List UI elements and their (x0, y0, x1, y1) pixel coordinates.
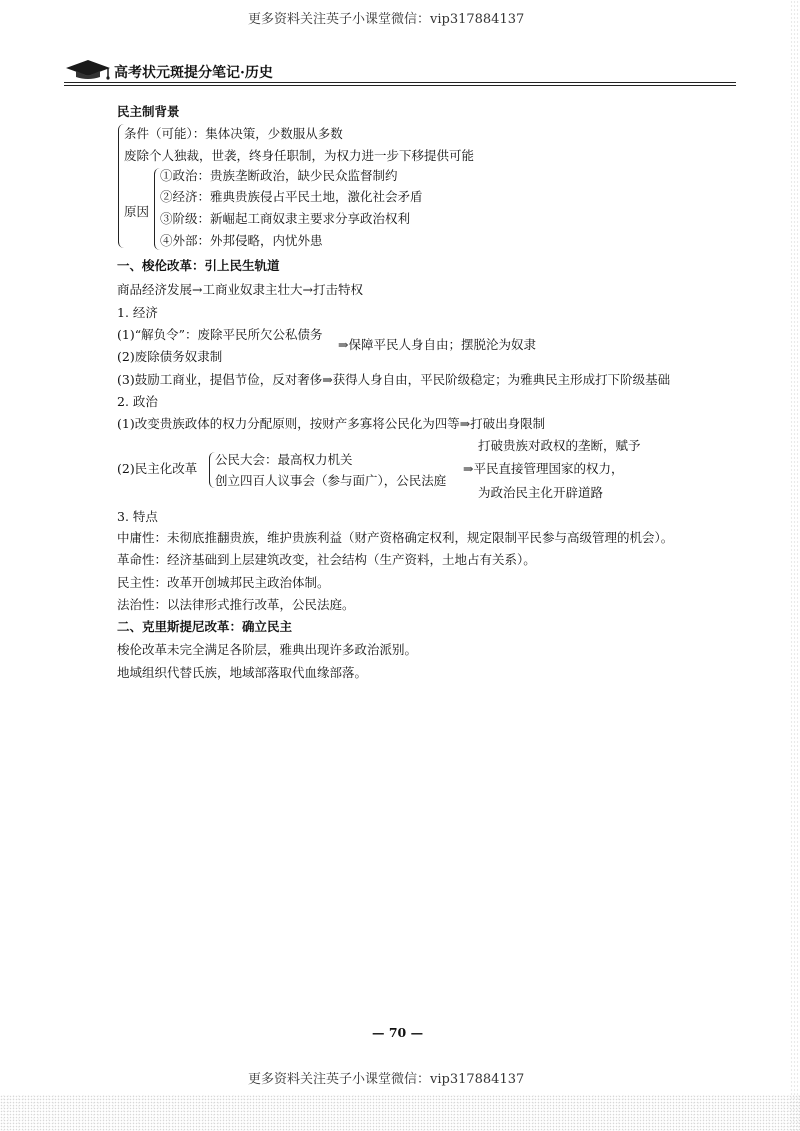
cause-item: ③阶级：新崛起工商奴隶主要求分享政治权利 (160, 211, 411, 226)
cleis-line: 梭伦改革未完全满足各阶层，雅典出现许多政治派别。 (117, 642, 418, 657)
cleis-line: 地域组织代替氏族，地域部落取代血缘部落。 (117, 665, 368, 680)
feat-item: 民主性：改革开创城邦民主政治体制。 (117, 575, 330, 590)
bg-title: 民主制背景 (117, 104, 180, 119)
section-heading-solon: 一、梭伦改革：引上民生轨道 (117, 258, 280, 273)
pol-item-1: (1)改变贵族政体的权力分配原则，按财产多寡将公民化为四等⇒打破出身限制 (117, 416, 546, 431)
header-rule-2 (64, 85, 736, 86)
econ-item-3: (3)鼓励工商业，提倡节俭，反对奢侈⇒获得人身自由，平民阶级稳定；为雅典民主形成打下阶级基础 (117, 372, 671, 387)
pol-result-line: 打破贵族对政权的垄断，赋予 (478, 438, 641, 453)
page-number: — 70 — (372, 1025, 424, 1040)
bg-brace (118, 124, 124, 248)
econ-item-1: (1)“解负令”：废除平民所欠公私债务 (117, 327, 323, 342)
econ-title: 1. 经济 (117, 305, 158, 320)
solon-flow: 商品经济发展→工商业奴隶主壮大→打击特权 (117, 282, 363, 297)
feat-item: 中庸性：未彻底推翻贵族，维护贵族利益（财产资格确定权利，规定限制平民参与高级管理的机会）。 (117, 530, 674, 545)
feat-title: 3. 特点 (117, 509, 158, 524)
bottom-watermark: 更多资料关注英子小课堂微信：vip317884137 (248, 1072, 525, 1087)
pol-item-2-sub: 公民大会：最高权力机关 (215, 452, 353, 467)
pol-title: 2. 政治 (117, 394, 158, 409)
graduation-cap-icon (64, 58, 114, 80)
econ-item-2: (2)废除债务奴隶制 (117, 349, 223, 364)
scan-noise (0, 1095, 800, 1131)
header-rule (64, 82, 736, 83)
bg-cause-label: 原因 (124, 204, 150, 219)
section-heading-cleisthenes: 二、克里斯提尼改革：确立民主 (117, 619, 293, 634)
cause-item: ②经济：雅典贵族侵占平民土地，激化社会矛盾 (160, 189, 423, 204)
scan-edge-noise (790, 0, 800, 1131)
cause-item: ①政治：贵族垄断政治，缺少民众监督制约 (160, 168, 398, 183)
feat-item: 法治性：以法律形式推行改革，公民法庭。 (117, 597, 355, 612)
feat-item: 革命性：经济基础到上层建筑改变，社会结构（生产资料，土地占有关系）。 (117, 552, 536, 567)
cause-item: ④外部：外邦侵略，内忧外患 (160, 233, 323, 248)
header-title: 高考状元斑提分笔记·历史 (114, 65, 273, 81)
bg-abolish: 废除个人独裁，世袭，终身任职制，为权力进一步下移提供可能 (124, 148, 475, 163)
econ-result: ⇒保障平民人身自由；摆脱沦为奴隶 (338, 337, 536, 352)
pol-result-line: 为政治民主化开辟道路 (478, 485, 604, 500)
pol-item-2-sub: 创立四百人议事会（参与面广），公民法庭 (215, 473, 447, 488)
pol-result-line: ⇒平民直接管理国家的权力， (463, 461, 624, 476)
pol-item-2-label: (2)民主化改革 (117, 461, 198, 476)
top-watermark: 更多资料关注英子小课堂微信：vip317884137 (248, 12, 525, 27)
bg-condition: 条件（可能）：集体决策，少数服从多数 (124, 126, 343, 141)
